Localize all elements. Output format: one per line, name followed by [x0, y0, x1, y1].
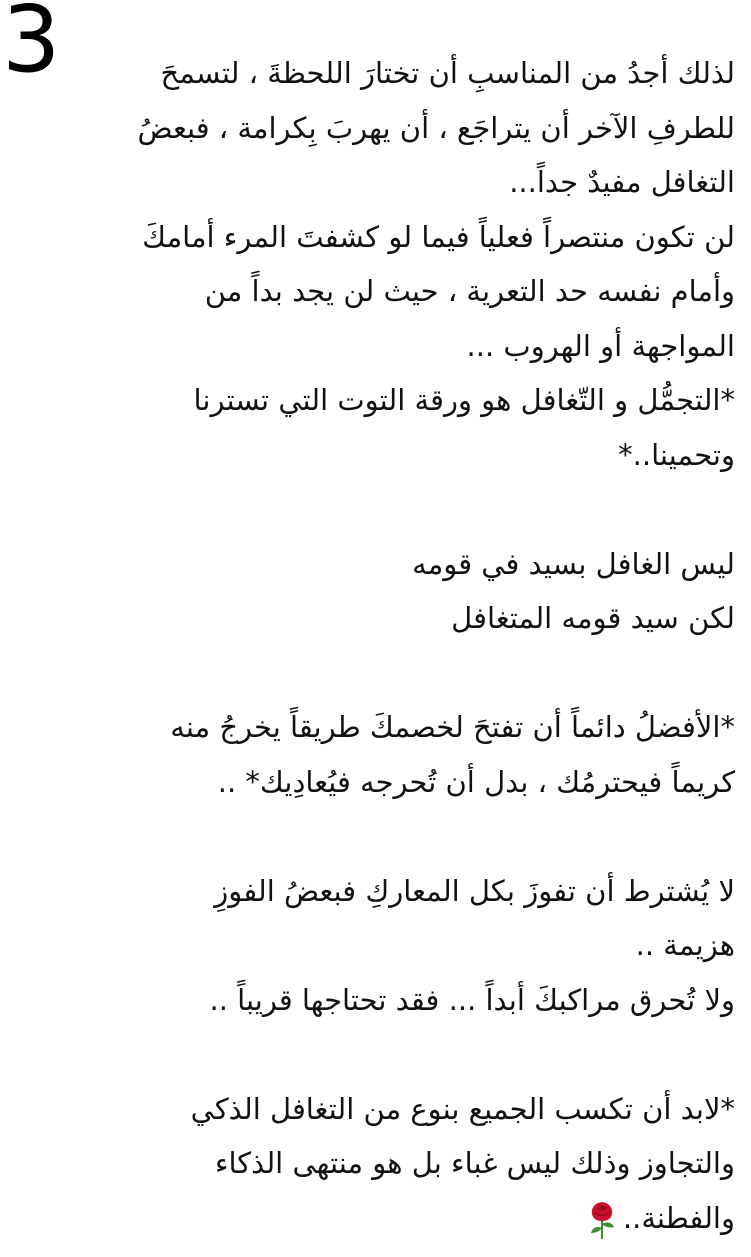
text-line: والتجاوز وذلك ليس غباء بل هو منتهى الذكاء: [214, 1146, 735, 1180]
text-line: والفطنة..: [622, 1200, 735, 1235]
page-number: 3: [2, 0, 61, 93]
text-line: التغافل مفيدٌ جداً...: [509, 165, 735, 199]
text-line-with-icon: [60, 1191, 735, 1246]
text-line: وتحمينا..*: [618, 437, 735, 472]
text-line: ولا تُحرق مراكبكَ أبداً ... فقد تحتاجها قريباً ..: [209, 982, 735, 1017]
text-line: للطرفِ الآخر أن يتراجَع ، أن يهربَ بِكرامة ، فبعضُ: [137, 110, 735, 145]
text-line: وأمام نفسه حد التعرية ، حيث لن يجد بداً من: [204, 274, 735, 308]
paragraph-spacer: [60, 1027, 735, 1082]
paragraph-spacer: [60, 646, 735, 701]
text-line: لا يُشترط أن تفوزَ بكل المعاركِ فبعضُ الفوزِ: [214, 873, 735, 908]
text-body: [60, 46, 735, 1245]
paragraph-spacer: [60, 482, 735, 537]
text-line: هزيمة ..: [635, 928, 735, 962]
text-line: لن تكون منتصراً فعلياً فيما لو كشفتَ المرء أمامكَ: [142, 219, 735, 254]
paragraph-spacer: [60, 809, 735, 864]
text-line: كريماً فيحترمُك ، بدل أن تُحرجه فيُعادِيك* ..: [217, 764, 735, 799]
text-line: *التجمُّل و التّغافل هو ورقة التوت التي تسترنا: [193, 383, 735, 417]
text-line: ليس الغافل بسيد في قومه: [412, 546, 735, 581]
text-line: *لابد أن تكسب الجميع بنوع من التغافل الذكي: [190, 1091, 735, 1126]
text-line: لكن سيد قومه المتغافل: [451, 601, 735, 635]
text-line: المواجهة أو الهروب ...: [466, 328, 735, 363]
text-line: لذلك أجدُ من المناسبِ أن تختارَ اللحظةَ ، لتسمحَ: [160, 56, 735, 90]
rose-icon: [587, 1200, 617, 1240]
text-line: *الأفضلُ دائماً أن تفتحَ لخصمكَ طريقاً يخرجُ منه: [170, 710, 735, 744]
